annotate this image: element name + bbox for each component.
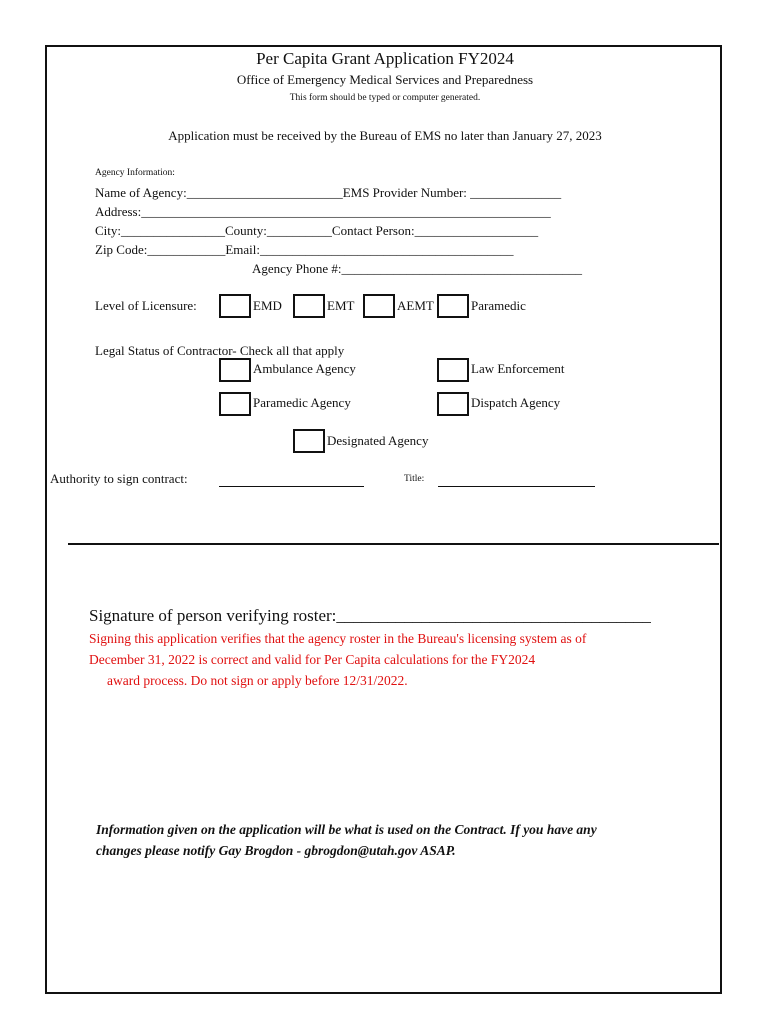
title-input-line[interactable] [438, 486, 595, 487]
signature-warning-line3: award process. Do not sign or apply before 12/31/2022. [107, 673, 408, 688]
office-subtitle: Office of Emergency Medical Services and Preparedness [236, 72, 534, 87]
aemt-label: AEMT [397, 298, 434, 313]
authority-label: Authority to sign contract: [50, 471, 188, 486]
legal-status-label: Legal Status of Contractor- Check all that apply [95, 343, 345, 358]
licensure-label: Level of Licensure: [95, 298, 197, 313]
footer-note-line2: changes please notify Gay Brogdon - gbrogdon@utah.gov ASAP. [96, 843, 456, 858]
authority-input-line[interactable] [219, 486, 364, 487]
signature-warning-line1: Signing this application verifies that the agency roster in the Bureau's licensing system as of [89, 631, 587, 646]
city-county-contact-field[interactable]: City:________________County:__________Contact Person:___________________ [95, 223, 539, 238]
zip-email-field[interactable]: Zip Code:____________Email:_______________________________________ [95, 242, 514, 257]
page-title: Per Capita Grant Application FY2024 [256, 49, 514, 68]
agency-section-label: Agency Information: [95, 168, 175, 178]
designated-agency-label: Designated Agency [327, 433, 429, 448]
dispatch-agency-label: Dispatch Agency [471, 395, 561, 410]
emt-checkbox[interactable] [293, 294, 325, 318]
signature-field[interactable]: Signature of person verifying roster:_____________________________________ [89, 606, 651, 625]
paramedic-agency-label: Paramedic Agency [253, 395, 351, 410]
ambulance-agency-label: Ambulance Agency [253, 361, 356, 376]
agency-phone-field[interactable]: Agency Phone #:_____________________________________ [252, 261, 583, 276]
signature-warning-line2: December 31, 2022 is correct and valid for Per Capita calculations for the FY2024 [89, 652, 536, 667]
designated-agency-checkbox[interactable] [293, 429, 325, 453]
aemt-checkbox[interactable] [363, 294, 395, 318]
address-field[interactable]: Address:_______________________________________________________________ [95, 204, 551, 219]
typed-note: This form should be typed or computer generated. [289, 93, 481, 103]
footer-note-line1: Information given on the application will be what is used on the Contract. If you have any [96, 822, 597, 837]
emd-checkbox[interactable] [219, 294, 251, 318]
dispatch-agency-checkbox[interactable] [437, 392, 469, 416]
paramedic-label: Paramedic [471, 298, 526, 313]
ambulance-agency-checkbox[interactable] [219, 358, 251, 382]
agency-name-field[interactable]: Name of Agency:________________________EMS Provider Number: ______________ [95, 185, 562, 200]
deadline-notice: Application must be received by the Bureau of EMS no later than January 27, 2023 [168, 128, 602, 143]
law-enforcement-label: Law Enforcement [471, 361, 565, 376]
section-divider [68, 543, 719, 545]
title-label: Title: [404, 474, 425, 484]
paramedic-agency-checkbox[interactable] [219, 392, 251, 416]
emd-label: EMD [253, 298, 282, 313]
paramedic-checkbox[interactable] [437, 294, 469, 318]
emt-label: EMT [327, 298, 355, 313]
law-enforcement-checkbox[interactable] [437, 358, 469, 382]
